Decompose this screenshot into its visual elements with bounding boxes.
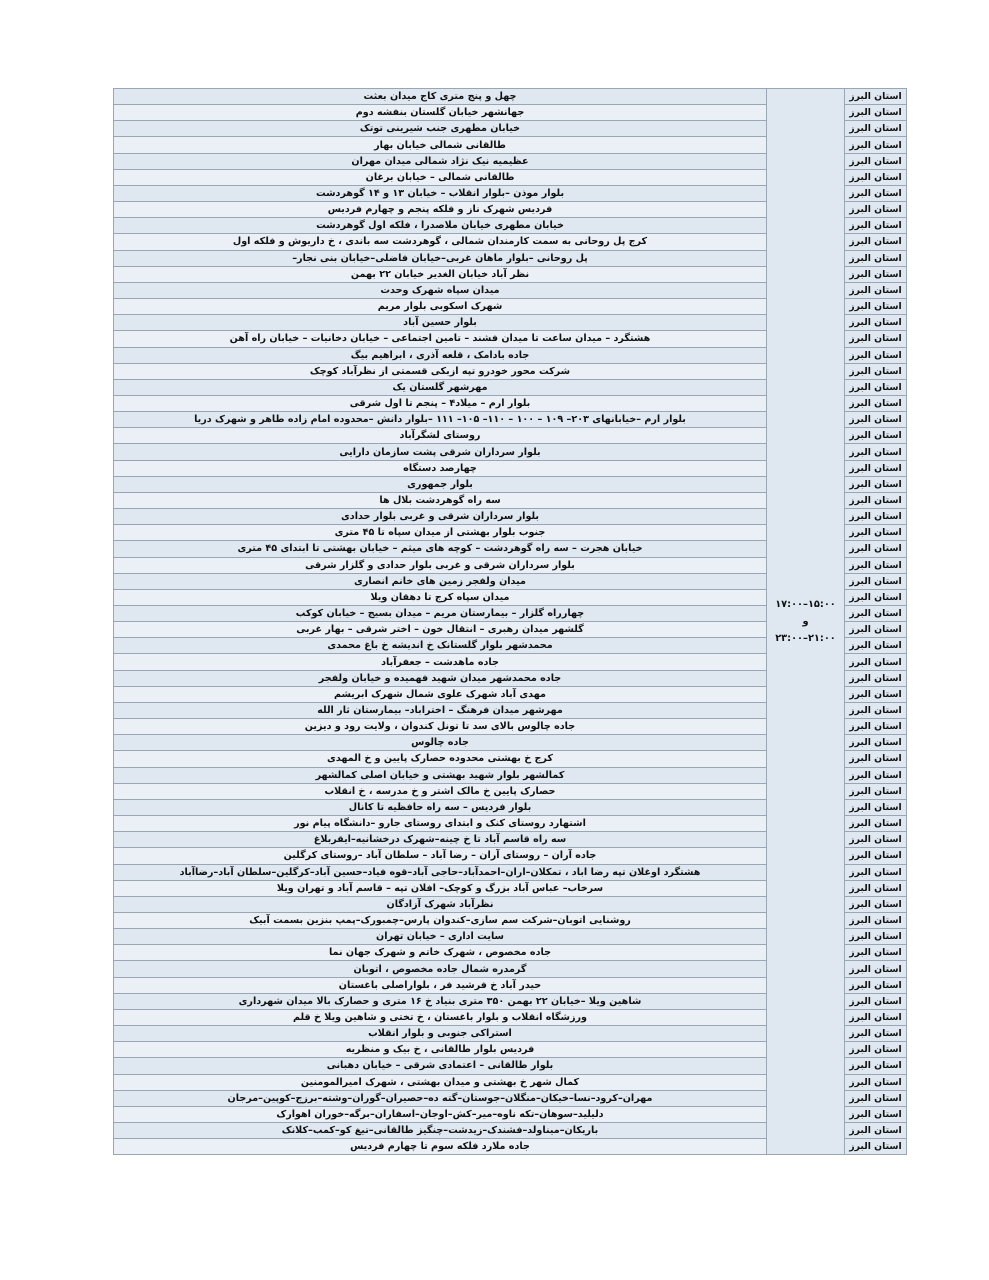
province-cell: استان البرز [845,606,907,622]
address-cell: خیابان هجرت – سه راه گوهردشت – کوچه های میثم – خیابان بهشتی تا ابتدای ۴۵ متری [114,541,767,557]
address-cell: فردیس بلوار طالقانی ، خ بیک و منظریه [114,1042,767,1058]
province-cell: استان البرز [845,1058,907,1074]
province-cell: استان البرز [845,912,907,928]
address-cell: کرج خ بهشتی محدوده حصارک پایین و خ المهدی [114,751,767,767]
address-cell: کمال شهر خ بهشتی و میدان بهشتی ، شهرک امیرالمومنین [114,1074,767,1090]
province-cell: استان البرز [845,751,907,767]
province-cell: استان البرز [845,864,907,880]
province-cell: استان البرز [845,880,907,896]
address-cell: روستای لشگرآباد [114,428,767,444]
province-cell: استان البرز [845,1106,907,1122]
province-cell: استان البرز [845,509,907,525]
province-cell: استان البرز [845,121,907,137]
province-cell: استان البرز [845,282,907,298]
address-cell: میدان سپاه شهرک وحدت [114,282,767,298]
address-cell: بلوار ارم – میلاد۴ – پنجم تا اول شرقی [114,395,767,411]
province-cell: استان البرز [845,476,907,492]
address-cell: مهرشهر گلستان یک [114,379,767,395]
province-cell: استان البرز [845,654,907,670]
province-cell: استان البرز [845,1123,907,1139]
address-cell: ورزشگاه انقلاب و بلوار باغستان ، خ تختی و شاهین ویلا خ قلم [114,1009,767,1025]
province-cell: استان البرز [845,299,907,315]
time-slot-line1: ۱۵:۰۰–۱۷:۰۰ [775,599,836,611]
address-cell: فردیس شهرک ناز و فلکه پنجم و چهارم فردیس [114,202,767,218]
province-cell: استان البرز [845,638,907,654]
province-cell: استان البرز [845,412,907,428]
address-cell: سه راه قاسم آباد تا خ چینه–شهرک درخشانیه–ایقربلاغ [114,832,767,848]
address-cell: حیدر آباد خ فرشید فر ، بلواراصلی باغستان [114,977,767,993]
time-slot-line2: و [802,616,809,628]
address-cell: شاهین ویلا –خیابان ۲۲ بهمن ۳۵۰ متری بنیاد خ ۱۶ متری و حصارک بالا میدان شهرداری [114,993,767,1009]
address-cell: محمدشهر بلوار گلستانک خ اندیشه خ باغ محمدی [114,638,767,654]
address-cell: هشتگرد اوغلان تپه رضا اباد ، تمکلان–اران–احمدآباد–حاجی آباد–قوه فیاد–حسین آباد–کرگلین–سلطان آباد–رضاآباد [114,864,767,880]
province-cell: استان البرز [845,363,907,379]
address-cell: طالقانی شمالی خیابان بهار [114,137,767,153]
province-cell: استان البرز [845,266,907,282]
address-cell: سرخاب– عباس آباد بزرگ و کوچک– افلان تپه – قاسم آباد و تهران ویلا [114,880,767,896]
address-cell: روشنایی اتوبان–شرکت سم سازی–کندوان پارس–چمبورک–پمپ بنزین بسمت آبیک [114,912,767,928]
address-cell: کمالشهر بلوار شهید بهشتی و خیابان اصلی کمالشهر [114,767,767,783]
address-cell: چهارراه گلزار – بیمارستان مریم – میدان بسیج – خیابان کوکب [114,606,767,622]
province-cell: استان البرز [845,331,907,347]
province-cell: استان البرز [845,1090,907,1106]
address-cell: مهران–کرود–نسا–خیکان–منگلان–جوستان–گته ده–حصیران–گوران–وشته–برزج–کوپین–مرجان [114,1090,767,1106]
address-cell: بلوار فردیس – سه راه حافظیه تا کانال [114,799,767,815]
province-cell: استان البرز [845,395,907,411]
province-cell: استان البرز [845,848,907,864]
province-cell: استان البرز [845,185,907,201]
province-cell: استان البرز [845,1026,907,1042]
province-cell: استان البرز [845,735,907,751]
address-cell: بلوار سرداران شرقی و غربی بلوار حدادی و گلزار شرقی [114,557,767,573]
address-cell: چهل و پنج متری کاج میدان بعثت [114,89,767,105]
province-cell: استان البرز [845,315,907,331]
address-cell: جاده چالوس [114,735,767,751]
address-cell: اشتهارد روستای کنک و ابتدای روستای جارو –دانشگاه پیام نور [114,816,767,832]
province-cell: استان البرز [845,444,907,460]
address-cell: سایت اداری – خیابان تهران [114,929,767,945]
address-cell: جاده ملارد فلکه سوم تا چهارم فردیس [114,1139,767,1155]
province-cell: استان البرز [845,218,907,234]
address-cell: جهانشهر خیابان گلستان بنفشه دوم [114,105,767,121]
address-cell: حصارک پایین خ مالک اشتر و خ مدرسه ، خ انقلاب [114,783,767,799]
province-cell: استان البرز [845,541,907,557]
province-cell: استان البرز [845,816,907,832]
address-cell: باریکان–میناولد–فشندک–زیدشت–چنگیز طالقانی–تیغ کو–کمب–کلانک [114,1123,767,1139]
time-slot-line3: ۲۱:۰۰–۲۳:۰۰ [775,633,836,645]
address-cell: خیابان مطهری خیابان ملاصدرا ، فلکه اول گوهردشت [114,218,767,234]
province-cell: استان البرز [845,105,907,121]
province-cell: استان البرز [845,799,907,815]
address-cell: جاده چالوس بالای سد تا تونل کندوان ، ولایت رود و دیزین [114,719,767,735]
address-cell: مهدی آباد شهرک علوی شمال شهرک ابریشم [114,686,767,702]
province-cell: استان البرز [845,1074,907,1090]
address-cell: بلوار موذن –بلوار انقلاب – خیابان ۱۳ و ۱۴ گوهردشت [114,185,767,201]
address-cell: عظیمیه نیک نژاد شمالی میدان مهران [114,153,767,169]
address-cell: بلوار سرداران شرقی و غربی بلوار حدادی [114,509,767,525]
province-cell: استان البرز [845,686,907,702]
province-cell: استان البرز [845,832,907,848]
address-cell: شرکت محور خودرو تپه ازبکی قسمتی از نظرآباد کوچک [114,363,767,379]
address-cell: بلوار سرداران شرقی پشت سازمان دارایی [114,444,767,460]
province-cell: استان البرز [845,169,907,185]
address-cell: جاده مخصوص ، شهرک خاتم و شهرک جهان نما [114,945,767,961]
address-cell: هشتگرد – میدان ساعت تا میدان فشند – تامین اجتماعی – خیابان دخانیات – خیابان راه آهن [114,331,767,347]
province-cell: استان البرز [845,670,907,686]
province-cell: استان البرز [845,993,907,1009]
province-cell: استان البرز [845,1042,907,1058]
province-cell: استان البرز [845,622,907,638]
outage-schedule-table [113,88,907,1155]
province-cell: استان البرز [845,977,907,993]
province-cell: استان البرز [845,589,907,605]
province-cell: استان البرز [845,202,907,218]
province-cell: استان البرز [845,460,907,476]
province-cell: استان البرز [845,573,907,589]
province-cell: استان البرز [845,250,907,266]
province-cell: استان البرز [845,1009,907,1025]
address-cell: شهرک اسکوبی بلوار مریم [114,299,767,315]
province-cell: استان البرز [845,428,907,444]
address-cell: جاده محمدشهر میدان شهید فهمیده و خیابان ولفجر [114,670,767,686]
address-cell: گلشهر میدان رهبری – انتقال خون – اختر شرقی – بهار غربی [114,622,767,638]
table-row [114,89,907,105]
address-cell: بلوار ارم –خیابانهای ۲۰۳– ۱۰۹ – ۱۰۰ – ۱۱۰– ۱۰۵– ۱۱۱ –بلوار دانش –محدوده امام زاده طاهر و شهرک دریا [114,412,767,428]
time-slot-cell [767,89,845,1155]
address-cell: نظرآباد شهرک آزادگان [114,896,767,912]
address-cell: جاده آران – روستای آران – رضا آباد – سلطان آباد –روستای کرگلین [114,848,767,864]
province-cell: استان البرز [845,929,907,945]
address-cell: چهارصد دستگاه [114,460,767,476]
address-cell: گرمدره شمال جاده مخصوص ، اتوبان [114,961,767,977]
province-cell: استان البرز [845,945,907,961]
address-cell: جاده ماهدشت – جعفرآباد [114,654,767,670]
address-cell: میدان سپاه کرج تا دهقان ویلا [114,589,767,605]
address-cell: خیابان مطهری جنب شیرینی توتک [114,121,767,137]
province-cell: استان البرز [845,347,907,363]
province-cell: استان البرز [845,137,907,153]
address-cell: کرج پل روحانی به سمت کارمندان شمالی ، گوهردشت سه باندی ، خ داریوش و فلکه اول [114,234,767,250]
address-cell: دلیلید–سوهان–تکه ناوه–میر–کش–اوجان–اسفاران–برگه–خوران اهوارک [114,1106,767,1122]
province-cell: استان البرز [845,525,907,541]
province-cell: استان البرز [845,153,907,169]
province-cell: استان البرز [845,1139,907,1155]
address-cell: بلوار حسین آباد [114,315,767,331]
province-cell: استان البرز [845,234,907,250]
province-cell: استان البرز [845,783,907,799]
address-cell: نظر آباد خیابان الغدیر خیابان ۲۲ بهمن [114,266,767,282]
address-cell: بلوار جمهوری [114,476,767,492]
address-cell: جاده بادامک ، قلعه آذری ، ابراهیم بیگ [114,347,767,363]
province-cell: استان البرز [845,767,907,783]
address-cell: بلوار طالقانی – اعتمادی شرقی – خیابان دهبانی [114,1058,767,1074]
address-cell: جنوب بلوار بهشتی از میدان سپاه تا ۴۵ متری [114,525,767,541]
province-cell: استان البرز [845,557,907,573]
address-cell: طالقانی شمالی – خیابان برغان [114,169,767,185]
address-cell: مهرشهر میدان فرهنگ – اختراباد– بیمارستان ثار الله [114,702,767,718]
address-cell: استراکی جنوبی و بلوار انقلاب [114,1026,767,1042]
address-cell: سه راه گوهردشت بلال ها [114,492,767,508]
address-cell: پل روحانی –بلوار ماهان غربی–خیابان فاضلی–خیابان بنی نجار– [114,250,767,266]
province-cell: استان البرز [845,719,907,735]
province-cell: استان البرز [845,961,907,977]
province-cell: استان البرز [845,702,907,718]
province-cell: استان البرز [845,379,907,395]
province-cell: استان البرز [845,89,907,105]
address-cell: میدان ولفجر زمین های خانم انصاری [114,573,767,589]
province-cell: استان البرز [845,492,907,508]
province-cell: استان البرز [845,896,907,912]
